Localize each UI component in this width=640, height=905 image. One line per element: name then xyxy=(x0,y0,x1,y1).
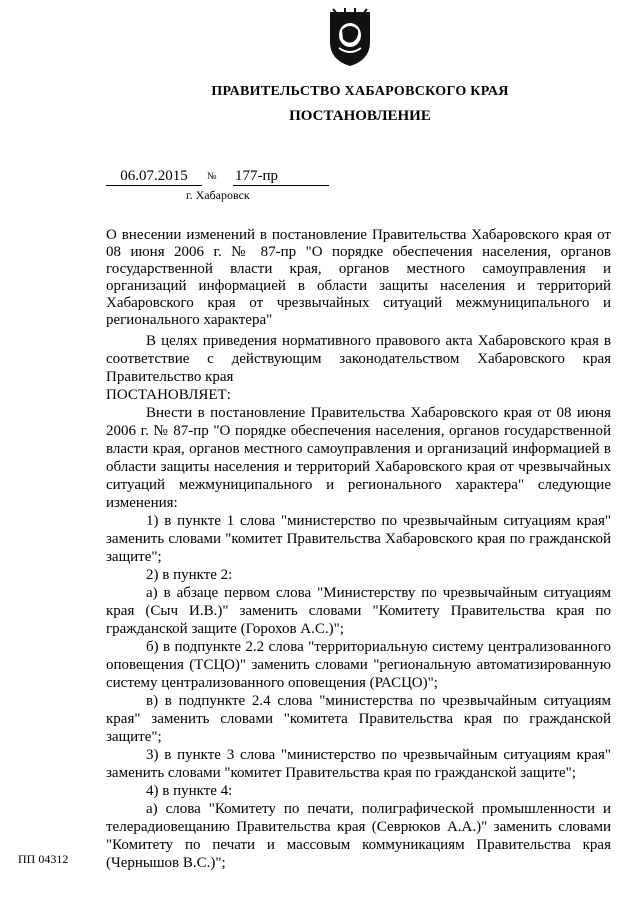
paragraph: а) слова "Комитету по печати, полиграфической промышленности и телерадиовещанию Правительства края (Севрюков А.А.)" заменить словами "Комитету по печати и массовым коммуникациям Правительства края (Чернышов В.С.)"; xyxy=(106,801,611,871)
document-number: 177-пр xyxy=(233,168,329,186)
document-city: г. Хабаровск xyxy=(186,188,250,202)
government-name: ПРАВИТЕЛЬСТВО ХАБАРОВСКОГО КРАЯ xyxy=(211,84,509,99)
footer-code: ПП 04312 xyxy=(18,852,69,866)
number-sign: № xyxy=(207,171,217,182)
paragraph: 2) в пункте 2: xyxy=(146,567,233,583)
document-body xyxy=(106,332,611,872)
coat-of-arms-icon xyxy=(325,8,375,68)
paragraph: 3) в пункте 3 слова "министерство по чрезвычайным ситуациям края" заменить словами "комитет Правительства края по гражданской защите"; xyxy=(106,747,611,781)
paragraph: 1) в пункте 1 слова "министерство по чрезвычайным ситуациям края" заменить словами "комитет Правительства Хабаровского края по гражданской защите"; xyxy=(106,513,611,565)
resolve-line: ПОСТАНОВЛЯЕТ: xyxy=(106,387,231,403)
paragraph: в) в подпункте 2.4 слова "министерства по чрезвычайным ситуациям края" заменить словами "комитета Правительства края по гражданской защите"; xyxy=(106,693,611,745)
paragraph: а) в абзаце первом слова "Министерству по чрезвычайным ситуациям края (Сыч И.В.)" заменить словами "Комитету Правительства края по гражданской защите (Горохов А.С.)"; xyxy=(106,585,611,637)
paragraph: б) в подпункте 2.2 слова "территориальную систему централизованного оповещения (ТСЦО)" заменить словами "региональную автоматизированную систему централизованного оповещения (РАСЦО)"; xyxy=(106,639,611,691)
document-type: ПОСТАНОВЛЕНИЕ xyxy=(289,108,431,124)
paragraph: Внести в постановление Правительства Хабаровского края от 08 июня 2006 г. № 87-пр "О порядке обеспечения населения, органов государственной власти края, органов местного самоуправления и организаций информацией в области защиты населения и территорий Хабаровского края от чрезвычайных ситуаций межмуниципального и регионального характера" следующие изменения: xyxy=(106,405,611,511)
paragraph: 4) в пункте 4: xyxy=(146,783,233,799)
paragraph: В целях приведения нормативного правового акта Хабаровского края в соответствие с действующим законодательством Хабаровского края Правительство края xyxy=(106,333,611,385)
document-date: 06.07.2015 xyxy=(106,168,202,186)
document-title: О внесении изменений в постановление Правительства Хабаровского края от 08 июня 2006 г. № 87-пр "О порядке обеспечения населения, органов государственной власти края, органов местного самоуправления и организаций информацией в области защиты населения и территорий Хабаровского края от чрезвычайных ситуаций межмуниципального и регионального характера" xyxy=(106,227,611,328)
